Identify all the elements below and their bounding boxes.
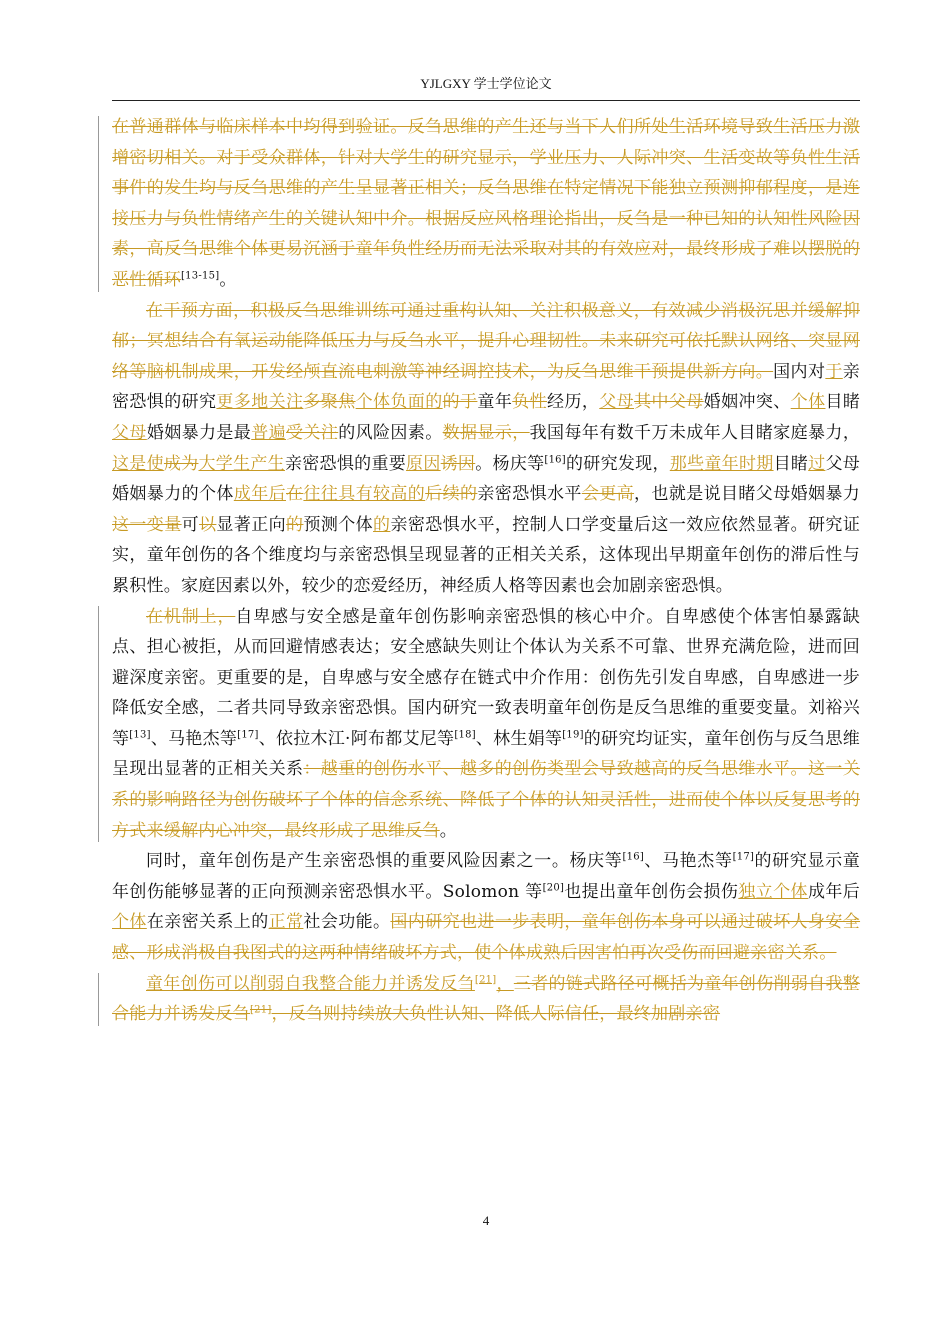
body-text: 可 (181, 514, 200, 535)
inserted-text: 普遍 (251, 422, 287, 443)
inserted-text: ， (496, 973, 514, 994)
body-text: 亲密恐惧的研究 (112, 361, 861, 413)
body-text: 、依拉木江·阿布都艾尼等 (258, 728, 455, 749)
citation-superscript: [13] (129, 729, 151, 741)
deleted-text: 诱因 (440, 453, 476, 474)
body-text: 我国每年有数千万未成年人目睹家庭暴力， (529, 422, 861, 443)
header-rule (112, 100, 860, 101)
body-text: 国内对 (773, 361, 826, 382)
deleted-text: 在 (286, 484, 304, 505)
revision-change-bar (98, 116, 99, 292)
citation-superscript: [21] (474, 973, 497, 985)
inserted-text: 更多地关注 (216, 392, 304, 413)
inserted-text: 原因 (406, 453, 441, 474)
body-text: 亲密恐惧的重要 (284, 453, 407, 474)
inserted-text: 大学生产生 (198, 453, 285, 474)
citation-superscript: [20] (542, 882, 565, 894)
body-text: 童年 (477, 392, 513, 413)
citation-superscript: [16] (544, 453, 566, 465)
body-text: 目睹 (773, 453, 809, 474)
body-text: 目睹 (825, 392, 861, 413)
inserted-text: 个体负面的 (355, 392, 443, 413)
body-text: 的研究显示童年创伤能够显著的正向预测亲密恐惧水平。Solomon 等 (112, 851, 860, 902)
deleted-text: 数据显示， (442, 422, 530, 443)
body-text: 经历， (547, 392, 600, 413)
inserted-text: 过 (808, 453, 826, 474)
body-text: 的研究均证实，童年创伤与反刍思维呈现出显著的正相关关系 (112, 728, 861, 780)
deleted-text: 在普通群体与临床样本中均得到验证。反刍思维的产生还与当下人们所处生活环境导致生活压力激增密切相关。对于受众群体，针对大学生的研究显示，学业压力、人际冲突、生活变故等负性生活事件的发生均与反刍思维的产生呈显著正相关；反刍思维在特定情况下能独立预测抑郁程度，是连接压力与负性情绪产生的关键认知中介。根据反应风格理论指出，反刍是一种已知的认知性风险因素，高反刍思维个体更易沉涵于童年负性经历而无法采取对其的有效应对，最终形成了难以摆脱的恶性循环 (112, 117, 860, 290)
inserted-text: 父母 (599, 392, 635, 413)
inserted-text: 童年创伤可以削弱自我整合能力并诱发反刍 (146, 973, 475, 994)
running-header: YJLGXY 学士学位论文 (420, 76, 552, 91)
deleted-text: 以 (199, 514, 217, 535)
deleted-text: 后续的 (425, 484, 478, 505)
deleted-text: 这一变量 (112, 514, 182, 535)
body-text: 的风险因素。 (338, 422, 443, 443)
body-text: 、马艳杰等 (643, 851, 733, 872)
deleted-text: 其中父母 (634, 392, 704, 413)
inserted-text: 那些童年时期 (669, 453, 774, 474)
body-text: 婚姻暴力是最 (146, 422, 252, 443)
body-text: 同时，童年创伤是产生亲密恐惧的重要风险因素之一。杨庆等 (146, 851, 623, 872)
page-number: 4 (482, 1213, 490, 1228)
paragraph (112, 602, 860, 847)
citation-superscript: [21] (250, 1004, 272, 1016)
inserted-text: 的 (373, 514, 391, 535)
body-text: 预测个体 (303, 514, 374, 535)
body-text: 父母婚姻暴力的个体 (112, 453, 860, 505)
body-text: 。 (439, 820, 457, 841)
citation-superscript: [17] (237, 729, 259, 741)
paragraph (112, 846, 860, 968)
deleted-text: 成为 (163, 453, 199, 474)
inserted-text: 成年后 (233, 484, 286, 505)
body-text: 、马艳杰等 (150, 728, 238, 749)
revision-change-bar (98, 606, 99, 843)
deleted-text: 的于 (442, 392, 478, 413)
document-body (112, 112, 860, 1030)
body-text: 显著正向 (216, 514, 287, 535)
citation-superscript: [19] (562, 729, 584, 741)
inserted-text: 个体 (790, 392, 826, 413)
inserted-text: 正常 (268, 912, 304, 933)
inserted-text: 个体 (112, 912, 147, 933)
inserted-text: 独立个体 (738, 881, 808, 902)
inserted-text: 父母 (112, 422, 147, 443)
body-text: 在亲密关系上的 (146, 912, 269, 933)
body-text: 、林生娟等 (475, 728, 563, 749)
deleted-text: 会更高 (581, 484, 635, 505)
body-text: 成年后 (807, 881, 861, 902)
body-text: 自卑感与安全感是童年创伤影响亲密恐惧的核心中介。自卑感使个体害怕暴露缺点、担心被拒，从而回避情感表达；安全感缺失则让个体认为关系不可靠、世界充满危险，进而回避深度亲密。更重要的是，自卑感与安全感存在链式中介作用：创伤先引发自卑感，自卑感进一步降低安全感，二者共同导致亲密恐惧。国内研究一致表明童年创伤是反刍思维的重要变量。刘裕兴等 (112, 606, 860, 749)
body-text: 婚姻冲突、 (703, 392, 791, 413)
citation-superscript: [18] (454, 729, 476, 741)
body-text: 亲密恐惧水平，控制人口学变量后这一效应依然显著。研究证实，童年创伤的各个维度均与亲密恐惧呈现显著的正相关关系，这体现出早期童年创伤的滞后性与累积性。家庭因素以外，较少的恋爱经历，神经质人格等因素也会加剧亲密恐惧。 (112, 514, 861, 596)
citation-superscript: [17] (732, 851, 755, 863)
inserted-text: 往往具有较高的 (303, 484, 426, 505)
revision-change-bar (98, 973, 99, 1026)
deleted-text: 受关注 (286, 422, 339, 443)
body-text: 亲密恐惧水平 (477, 484, 582, 505)
citation-superscript: [13-15] (181, 270, 220, 282)
deleted-text: 的 (286, 514, 304, 535)
body-text: 。 (219, 269, 237, 290)
inserted-text: 于 (825, 361, 843, 382)
paragraph (112, 296, 860, 602)
paragraph (112, 112, 860, 296)
deleted-text: 多聚焦 (303, 392, 356, 413)
deleted-text: 负性 (512, 392, 548, 413)
body-text: 的研究发现， (565, 453, 670, 474)
deleted-text: 国内研究也进一步表明，童年创伤本身可以通过破坏人身安全感、形成消极自我图式的这两种情绪破坏方式，使个体成熟后因害怕再次受伤而回避亲密关系。 (112, 912, 861, 964)
deleted-text: 在干预方面，积极反刍思维训练可通过重构认知、关注积极意义，有效减少消极沉思并缓解抑郁；冥想结合有氧运动能降低压力与反刍水平，提升心理韧性。未来研究可依托默认网络、突显网络等脑机制成果，开发经颅直流电刺激等神经调控技术，为反刍思维干预提供新方向。 (112, 300, 860, 382)
body-text: ，也就是说目睹父母婚姻暴力 (634, 484, 861, 505)
body-text: 也提出童年创伤会损伤 (564, 881, 739, 902)
deleted-text: 在机制上， (146, 606, 236, 627)
deleted-text: ：越重的创伤水平、越多的创伤类型会导致越高的反刍思维水平。这一关系的影响路径为创伤破坏了个体的信念系统、降低了个体的认知灵活性，进而使个体以反复思考的方式来缓解内心冲突，最终形成了思维反刍 (112, 759, 861, 841)
citation-superscript: [16] (622, 851, 644, 863)
body-text: 社会功能。 (303, 912, 391, 933)
deleted-text: ，反刍则持续放大负性认知、降低人际信任，最终加剧亲密 (271, 1004, 721, 1025)
body-text: 。杨庆等 (475, 453, 545, 474)
paragraph (112, 969, 860, 1030)
inserted-text: 这是使 (112, 453, 164, 474)
deleted-text: 三者的链式路径可概括为童年创伤削弱自我整合能力并诱发反刍 (112, 973, 861, 1025)
